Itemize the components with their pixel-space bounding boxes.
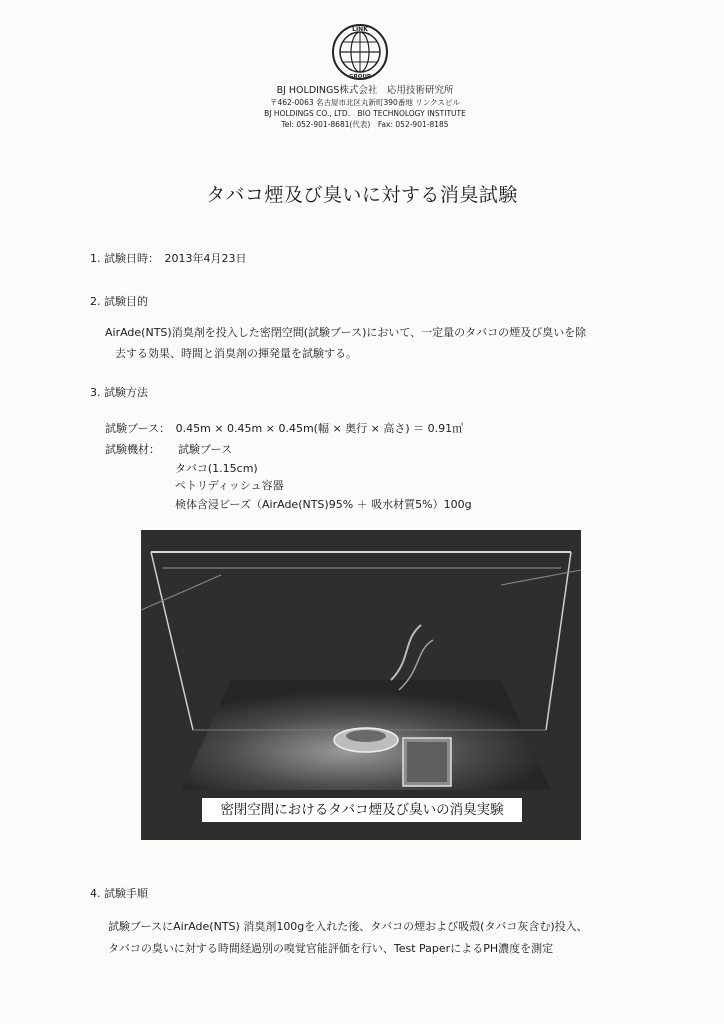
- company-name: BJ HOLDINGS株式会社 応用技術研究所: [276, 85, 454, 96]
- company-logo-globe-icon: [330, 22, 390, 82]
- equipment-label: 試験機材：: [105, 443, 160, 456]
- purpose-text-line2: 去する効果、時間と消臭剤の揮発量を試験する。: [115, 347, 357, 360]
- logo-text-top: LINK: [352, 26, 368, 33]
- photo-caption: 密閉空間におけるタバコ煙及び臭いの消臭実験: [202, 798, 522, 822]
- section-procedure-heading: 4. 試験手順: [90, 887, 148, 900]
- procedure-text-line2: タバコの臭いに対する時間経過別の嗅覚官能評価を行い、Test PaperによるPH濃度を測定: [108, 942, 554, 955]
- equipment-item: 試験ブース: [178, 443, 233, 456]
- section-purpose-heading: 2. 試験目的: [90, 295, 148, 308]
- section-method-heading: 3. 試験方法: [90, 386, 148, 399]
- test-booth-photo: [141, 530, 581, 840]
- company-name-english: BJ HOLDINGS CO., LTD. BIO TECHNOLOGY INSTITUTE: [264, 109, 466, 118]
- section-test-date: 1. 試験日時： 2013年4月23日: [90, 252, 247, 265]
- equipment-item: 検体含浸ビーズ（AirAde(NTS)95% ＋ 吸水材質5%）100g: [175, 498, 472, 511]
- document-title: タバコ煙及び臭いに対する消臭試験: [206, 184, 518, 206]
- procedure-text-line1: 試験ブースにAirAde(NTS) 消臭剤100gを入れた後、タバコの煙および吸殻(タバコ灰含む)投入、: [108, 920, 588, 933]
- company-address: 〒462-0063 名古屋市北区丸新町390番地 リンクスビル: [270, 98, 460, 107]
- equipment-item: タバコ(1.15cm): [175, 462, 258, 475]
- equipment-item: ペトリディッシュ容器: [175, 479, 284, 492]
- company-contact: Tel: 052-901-8681(代表) Fax: 052-901-8185: [281, 120, 449, 129]
- booth-dimensions: 試験ブース： 0.45m × 0.45m × 0.45m(幅 × 奥行 × 高さ) ＝ 0.91㎥: [105, 422, 464, 435]
- logo-text-bottom: GROUP: [349, 74, 371, 80]
- purpose-text-line1: AirAde(NTS)消臭剤を投入した密閉空間(試験ブース)において、一定量のタバコの煙及び臭いを除: [105, 326, 587, 339]
